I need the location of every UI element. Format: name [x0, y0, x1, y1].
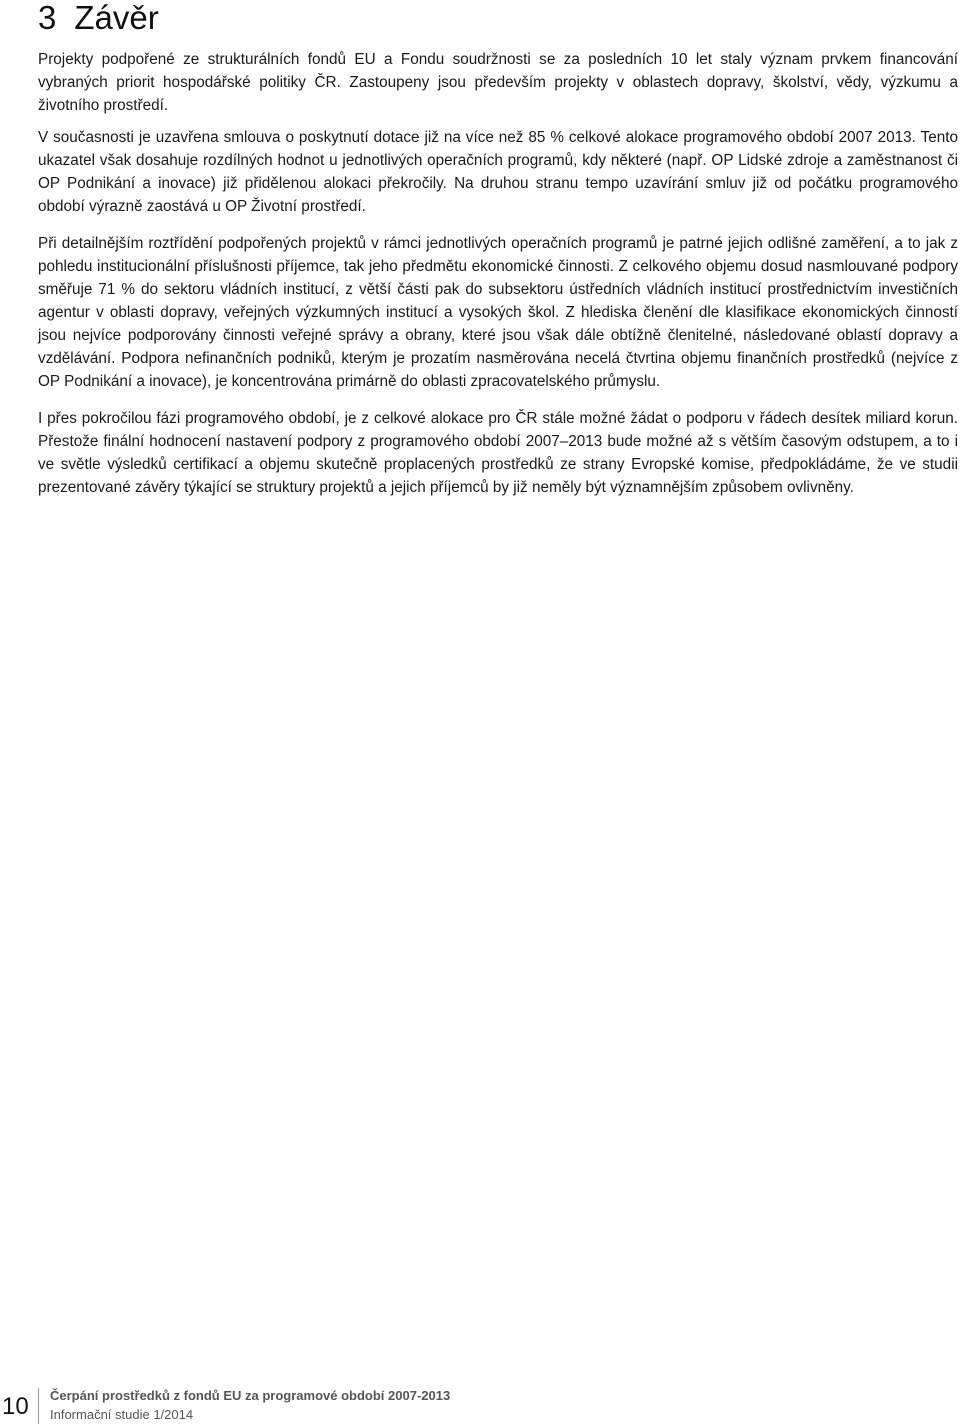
- page-footer: [0, 1385, 960, 1425]
- page-number: 10: [2, 1393, 29, 1420]
- section-heading: [38, 0, 159, 36]
- paragraph-contract-status: V současnosti je uzavřena smlouva o poskytnutí dotace již na více než 85 % celkové alokace programového období 2007 2013. Tento ukazatel však dosahuje rozdílných hodnot u jednotlivých operačních programů, kdy některé (např. OP Lidské zdroje a zaměstnanost či OP Podnikání a inovace) již přidělenou alokaci překročily. Na druhou stranu tempo uzavírání smluv již od počátku programového období výrazně zaostává u OP Životní prostředí.: [38, 129, 958, 215]
- footer-document-subtitle: Informační studie 1/2014: [50, 1407, 194, 1422]
- section-number: 3: [38, 0, 57, 36]
- body-text: [38, 48, 958, 513]
- paragraph-outlook: I přes pokročilou fázi programového období, je z celkové alokace pro ČR stále možné žádat o podporu v řádech desítek miliard korun. Přestože finální hodnocení nastavení podpory z programového období 2007–2013 bude možné až s větším časovým odstupem, a to i ve světle výsledků certifikací a objemu skutečně proplacených prostředků ze strany Evropské komise, předpokládáme, že ve studii prezentované závěry týkající se struktury projektů a jejich příjemců by již neměly být významnějším způsobem ovlivněny.: [38, 410, 958, 496]
- paragraph-intro: Projekty podpořené ze strukturálních fondů EU a Fondu soudržnosti se za posledních 10 let staly význam prvkem financování vybraných priorit hospodářské politiky ČR. Zastoupeny jsou především projekty v oblastech dopravy, školství, vědy, výzkumu a životního prostředí.: [38, 51, 958, 114]
- footer-divider: [38, 1388, 39, 1424]
- footer-document-title: Čerpání prostředků z fondů EU za programové období 2007-2013: [50, 1388, 451, 1403]
- paragraph-project-structure: Při detailnějším roztřídění podpořených projektů v rámci jednotlivých operačních programů je patrné jejich odlišné zaměření, a to jak z pohledu institucionální příslušnosti příjemce, tak jeho předmětu ekonomické činnosti. Z celkového objemu dosud nasmlouvané podpory směřuje 71 % do sektoru vládních institucí, z větší části pak do subsektoru ústředních vládních institucí prostřednictvím investičních agentur v oblasti dopravy, veřejných výzkumných institucí a vysokých škol. Z hlediska členění dle klasifikace ekonomických činností jsou nejvíce podporovány činnosti veřejné správy a obrany, které jsou však dále obtížně členitelné, následované oblastí dopravy a vzdělávání. Podpora nefinančních podniků, kterým je prozatím nasměrována necelá čtvrtina objemu finančních prostředků (nejvíce z OP Podnikání a inovace), je koncentrována primárně do oblasti zpracovatelského průmyslu.: [38, 235, 958, 390]
- section-title: Závěr: [74, 0, 159, 36]
